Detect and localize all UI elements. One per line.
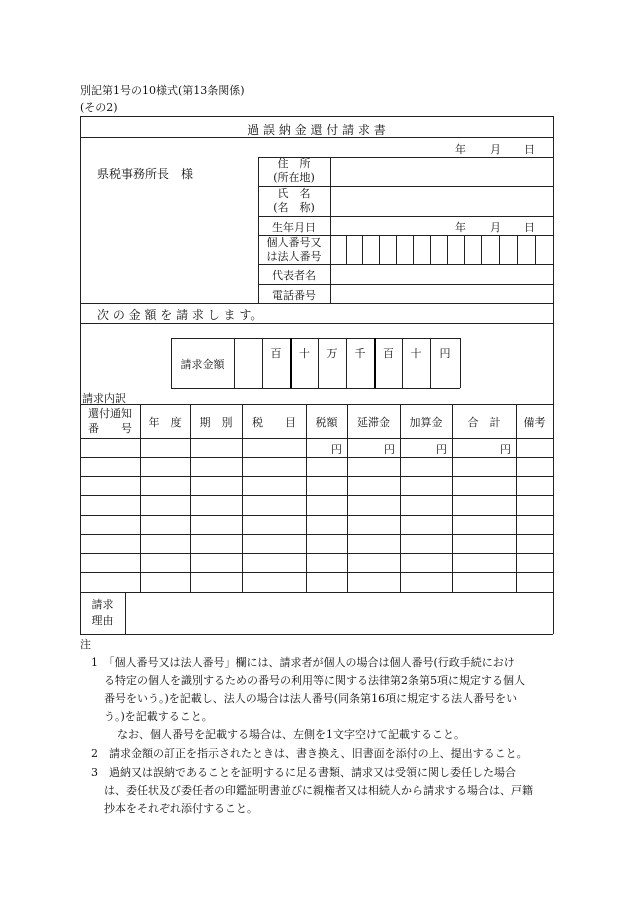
representative-label: 代表者名 — [272, 269, 316, 282]
amount-unit: 十 — [410, 347, 422, 360]
amount-field[interactable] — [235, 339, 457, 387]
col-tax-amount: 税額 — [315, 416, 338, 429]
details-label: 請求内訳 — [82, 392, 126, 405]
note-1-line-3: 番号をいう。)を記載し、法人の場合は法人番号(同条第16項に規定する法人番号をい — [104, 692, 518, 705]
col-remarks: 備考 — [523, 416, 546, 429]
birth-month-label: 月 — [490, 221, 501, 234]
note-1-line-1: 1 「個人番号又は法人番号」欄には、請求者が個人の場合は個人番号(行政手続におけ — [91, 656, 515, 669]
birth-day-label: 日 — [524, 221, 535, 234]
reason-field[interactable] — [126, 593, 552, 633]
date-day-label: 日 — [524, 143, 535, 156]
yen-unit: 円 — [331, 443, 342, 456]
amount-unit: 万 — [326, 347, 338, 360]
note-1-line-2: る特定の個人を識別するための番号の利用等に関する法律第2条第5項に規定する個人 — [104, 674, 525, 687]
birth-year-label: 年 — [455, 221, 466, 234]
name-label: 氏 名 (名 称) — [273, 187, 315, 214]
request-sentence: 次 の 金 額 を 請 求 し ま す。 — [97, 308, 263, 322]
col-tax-item: 税 目 — [252, 416, 296, 429]
col-fiscal-year: 年 度 — [148, 416, 182, 429]
yen-unit: 円 — [500, 443, 511, 456]
amount-unit: 十 — [299, 347, 310, 360]
col-late-fee: 延滞金 — [357, 416, 390, 429]
name-field[interactable] — [331, 187, 552, 215]
date-month-label: 月 — [490, 143, 501, 156]
reason-label: 請求 理由 — [91, 598, 114, 627]
notes-heading: 注 — [80, 638, 91, 651]
address-label: 住 所 (所在地) — [273, 157, 315, 184]
amount-unit: 千 — [354, 347, 366, 360]
phone-label: 電話番号 — [272, 289, 316, 302]
form-caption: 別記第1号の10様式(第13条関係) — [80, 84, 245, 97]
col-total: 合 計 — [467, 416, 501, 429]
addressee: 県税事務所長 様 — [97, 167, 194, 181]
col-notice-number: 還付通知 番 号 — [88, 407, 132, 435]
form-title: 過 誤 納 金 還 付 請 求 書 — [247, 123, 386, 137]
note-2: 2 請求金額の訂正を指示されたときは、書き換え、旧書面を添付の上、提出すること。 — [91, 747, 528, 760]
note-3-line-3: 抄本をそれぞれ添付すること。 — [104, 802, 258, 815]
yen-unit: 円 — [436, 443, 447, 456]
amount-unit: 円 — [439, 347, 451, 360]
amount-unit: 百 — [270, 347, 282, 360]
note-3-line-1: 3 過納又は誤納であることを証明するに足る書類、請求又は受領に関し委任した場合 — [91, 766, 516, 779]
address-field[interactable] — [331, 158, 552, 185]
details-table-body[interactable] — [81, 458, 552, 591]
phone-field[interactable] — [331, 285, 552, 302]
form-sub-caption: (その2) — [80, 101, 118, 114]
col-period: 期 別 — [199, 416, 233, 429]
amount-unit: 百 — [383, 347, 394, 360]
note-1-line-5: なお、個人番号を記載する場合は、左側を1文字空けて記載すること。 — [117, 728, 465, 741]
col-additional: 加算金 — [409, 416, 443, 429]
note-1-line-4: う。)を記載すること。 — [104, 710, 213, 723]
representative-field[interactable] — [331, 265, 552, 283]
id-number-field[interactable] — [331, 236, 552, 263]
note-3-line-2: は、委任状及び委任者の印鑑証明書並びに親権者又は相続人から請求する場合は、戸籍 — [104, 784, 533, 797]
date-year-label: 年 — [455, 143, 466, 156]
amount-label: 請求金額 — [180, 358, 225, 371]
yen-unit: 円 — [384, 443, 395, 456]
id-number-label: 個人番号又 は法人番号 — [266, 236, 322, 263]
birth-date-label: 生年月日 — [272, 221, 316, 234]
